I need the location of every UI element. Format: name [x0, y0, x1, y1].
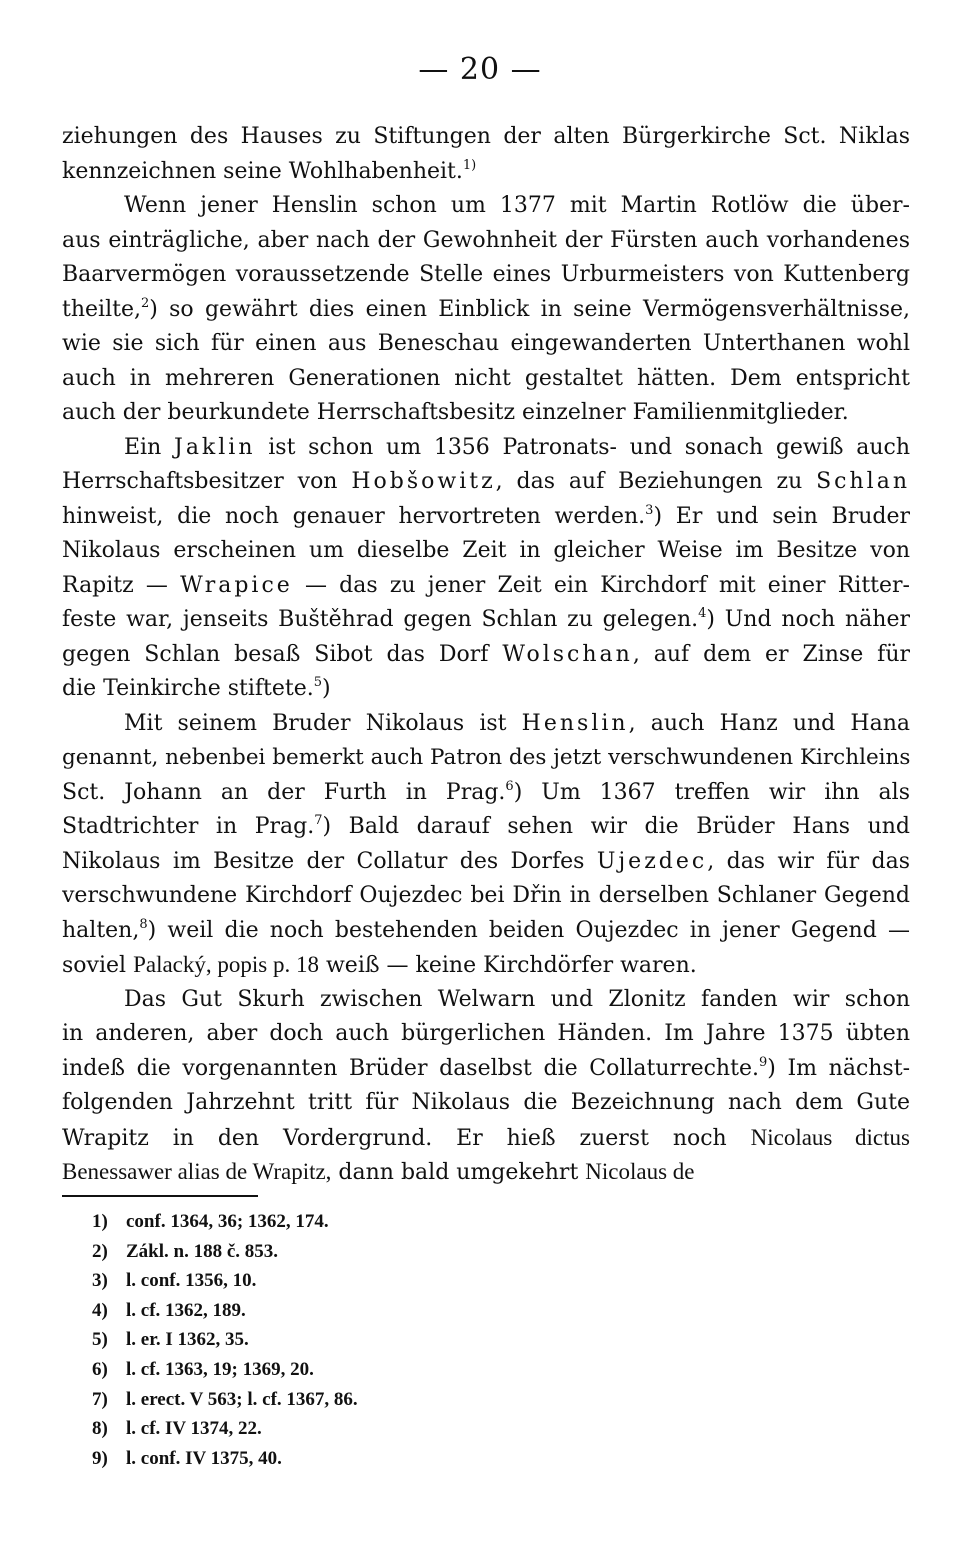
footnote-number: 3): [92, 1270, 108, 1292]
text-segment: , auf dem er Zinse für: [632, 641, 910, 667]
text-segment: Palacký, popis p. 18: [133, 952, 319, 977]
footnote-ref: 2: [140, 295, 150, 311]
text-segment: hinweist, die noch genauer hervortreten werden.: [62, 503, 646, 529]
paragraph: [62, 431, 910, 707]
text-segment: Rapitz —: [62, 572, 181, 598]
footnote-number: 5): [92, 1329, 108, 1351]
text-line: [62, 465, 910, 500]
text-line: [62, 776, 910, 811]
text-segment: Nicolaus dictus: [750, 1124, 910, 1150]
text-line: [62, 120, 910, 155]
text-segment: verschwundene Kirchdorf Oujezdec bei Dřin in derselben Schlaner Gegend: [62, 883, 910, 908]
text-segment: Schlan: [816, 469, 910, 494]
text-segment: aus einträgliche, aber nach der Gewohnheit der Fürsten auch vorhandenes: [62, 227, 910, 253]
text-line: [62, 603, 910, 638]
footnote-text: l. cf. IV 1374, 22.: [126, 1418, 262, 1440]
text-segment: ): [322, 676, 331, 701]
footnote-ref: 3: [645, 502, 654, 518]
text-segment: in anderen, aber doch auch bürgerlichen Händen. Im Jahre 1375 übten: [62, 1021, 910, 1046]
text-line: [62, 224, 910, 259]
footnotes: [92, 1207, 592, 1473]
text-segment: Jaklin: [174, 434, 256, 460]
text-segment: Stadtrichter in Prag.: [62, 814, 315, 839]
text-line: [62, 672, 910, 707]
text-line: [62, 810, 910, 845]
text-segment: dann bald umgekehrt: [331, 1160, 586, 1185]
footnote-ref: 5: [313, 675, 323, 690]
footnote-ref: 6: [505, 778, 514, 794]
footnote-number: 8): [92, 1418, 108, 1440]
text-segment: ) Und noch näher: [706, 607, 910, 632]
text-line: [62, 155, 910, 190]
text-line: [62, 396, 910, 431]
text-segment: folgenden Jahrzehnt tritt für Nikolaus die Bezeichnung nach dem Gute: [62, 1090, 910, 1115]
footnote: [92, 1207, 592, 1237]
text-segment: ) so gewährt dies einen Einblick in seine Vermögensverhältnisse,: [149, 296, 910, 322]
footnote-text: l. erect. V 563; l. cf. 1367, 86.: [126, 1388, 358, 1410]
footnote-text: conf. 1364, 36; 1362, 174.: [126, 1211, 329, 1232]
text-segment: , das wir für das: [707, 848, 910, 874]
text-line: [62, 741, 910, 776]
text-segment: wie sie sich für einen aus Beneschau eingewanderten Unterthanen wohl: [62, 331, 910, 356]
text-segment: — das zu jener Zeit ein Kirchdorf mit einer Ritter-: [292, 572, 910, 598]
text-segment: Herrschaftsbesitzer von: [62, 469, 352, 494]
footnote-ref: 1): [462, 157, 477, 173]
footnote-ref: 7: [314, 813, 323, 828]
footnote-rule: [62, 1195, 258, 1197]
text-line: [62, 1086, 910, 1121]
footnote: [92, 1385, 592, 1415]
text-line: [62, 189, 910, 224]
text-segment: feste war, jenseits Buštěhrad gegen Schlan zu gelegen.: [62, 607, 699, 632]
footnote-number: 7): [92, 1388, 108, 1410]
footnote-text: l. cf. 1362, 189.: [126, 1299, 246, 1321]
text-segment: Hobšowitz: [351, 469, 496, 494]
text-segment: ) Bald darauf sehen wir die Brüder Hans und: [322, 814, 910, 839]
footnote: [92, 1296, 592, 1326]
text-segment: Sct. Johann an der Furth in Prag.: [62, 779, 506, 805]
text-segment: ist schon um 1356 Patronats- und sonach gewiß auch: [255, 434, 910, 460]
text-segment: weiß — keine Kirchdörfer waren.: [318, 953, 697, 978]
text-segment: indeß die vorgenannten Brüder daselbst die Collaturrechte.: [62, 1055, 759, 1081]
footnote-number: 1): [92, 1211, 108, 1232]
footnote-number: 6): [92, 1358, 108, 1380]
text-segment: ) Im nächst-: [767, 1055, 910, 1081]
text-segment: Wenn jener Henslin schon um 1377 mit Martin Rotlöw die über-: [124, 193, 910, 218]
footnote-text: l. conf. IV 1375, 40.: [126, 1447, 282, 1469]
text-line: [62, 431, 910, 466]
text-line: [62, 258, 910, 293]
footnote-number: 9): [92, 1447, 108, 1469]
text-segment: Ein: [124, 434, 174, 460]
text-line: [62, 914, 910, 949]
page-number: — 20 —: [418, 52, 542, 87]
paragraph: [62, 707, 910, 983]
text-segment: Wrapitz in den Vordergrund. Er hieß zuerst noch: [62, 1125, 751, 1151]
footnote: [92, 1237, 592, 1267]
text-line: [62, 1017, 910, 1052]
text-segment: auch in mehreren Generationen nicht gestaltet hätten. Dem entspricht: [62, 365, 910, 391]
footnote: [92, 1266, 592, 1296]
text-segment: Wrapice: [180, 572, 293, 598]
text-segment: soviel: [62, 953, 134, 978]
text-segment: auch der beurkundete Herrschaftsbesitz einzelner Familienmitglieder.: [62, 400, 849, 425]
text-segment: die Teinkirche stiftete.: [62, 676, 314, 701]
text-segment: Baarvermögen voraussetzende Stelle eines Urburmeisters von Kuttenberg: [62, 262, 910, 287]
footnote-number: 2): [92, 1240, 108, 1262]
body-text: [62, 120, 910, 1190]
footnote-ref: 8: [139, 916, 148, 932]
text-segment: gegen Schlan besaß Sibot das Dorf: [62, 641, 503, 667]
footnote-text: l. er. I 1362, 35.: [126, 1329, 249, 1351]
text-segment: Nikolaus im Besitze der Collatur des Dorfes: [62, 848, 597, 874]
text-line: [62, 534, 910, 569]
text-line: [62, 569, 910, 604]
text-segment: Nikolaus erscheinen um dieselbe Zeit in gleicher Weise im Besitze von: [62, 538, 910, 563]
footnote-ref: 4: [698, 606, 707, 621]
text-line: [62, 983, 910, 1018]
text-segment: halten,: [62, 917, 140, 943]
footnote: [92, 1325, 592, 1355]
text-segment: Wolschan: [502, 641, 633, 667]
text-line: [62, 845, 910, 880]
text-segment: Henslin: [521, 710, 629, 736]
text-segment: , auch Hanz und Hana: [628, 710, 910, 736]
footnote-number: 4): [92, 1299, 108, 1321]
text-segment: genannt, nebenbei bemerkt auch Patron des jetzt verschwundenen Kirchleins: [62, 745, 910, 770]
text-segment: theilte,: [62, 296, 141, 322]
text-line: [62, 293, 910, 328]
text-line: [62, 1052, 910, 1087]
text-line: [62, 707, 910, 742]
paragraph: [62, 983, 910, 1190]
footnote-text: Zákl. n. 188 č. 853.: [126, 1240, 279, 1262]
paragraph: [62, 120, 910, 189]
text-segment: ziehungen des Hauses zu Stiftungen der alten Bürgerkirche Sct. Niklas: [62, 124, 910, 149]
text-segment: , das auf Beziehungen zu: [495, 469, 817, 494]
footnote-ref: 9: [758, 1054, 768, 1070]
text-segment: Mit seinem Bruder Nikolaus ist: [124, 710, 522, 736]
text-segment: Ujezdec: [596, 848, 708, 874]
text-segment: Das Gut Skurh zwischen Welwarn und Zlonitz fanden wir schon: [124, 986, 910, 1012]
text-line: [62, 948, 910, 983]
text-segment: ) Er und sein Bruder: [653, 503, 910, 529]
footnote: [92, 1355, 592, 1385]
footnote-text: l. cf. 1363, 19; 1369, 20.: [126, 1358, 314, 1380]
text-segment: ) weil die noch bestehenden beiden Oujezdec in jener Gegend —: [147, 917, 910, 943]
text-segment: Benessawer alias de Wrapitz,: [62, 1159, 332, 1184]
text-line: [62, 638, 910, 673]
text-line: [62, 1155, 910, 1190]
text-line: [62, 879, 910, 914]
footnote-text: l. conf. 1356, 10.: [126, 1270, 257, 1292]
text-segment: Nicolaus de: [585, 1159, 695, 1184]
text-line: [62, 362, 910, 397]
text-line: [62, 1121, 910, 1156]
text-segment: kennzeichnen seine Wohlhabenheit.: [62, 158, 463, 184]
footnote: [92, 1444, 592, 1474]
text-line: [62, 500, 910, 535]
text-line: [62, 327, 910, 362]
text-segment: ) Um 1367 treffen wir ihn als: [513, 779, 910, 805]
paragraph: [62, 189, 910, 431]
footnote: [92, 1414, 592, 1444]
